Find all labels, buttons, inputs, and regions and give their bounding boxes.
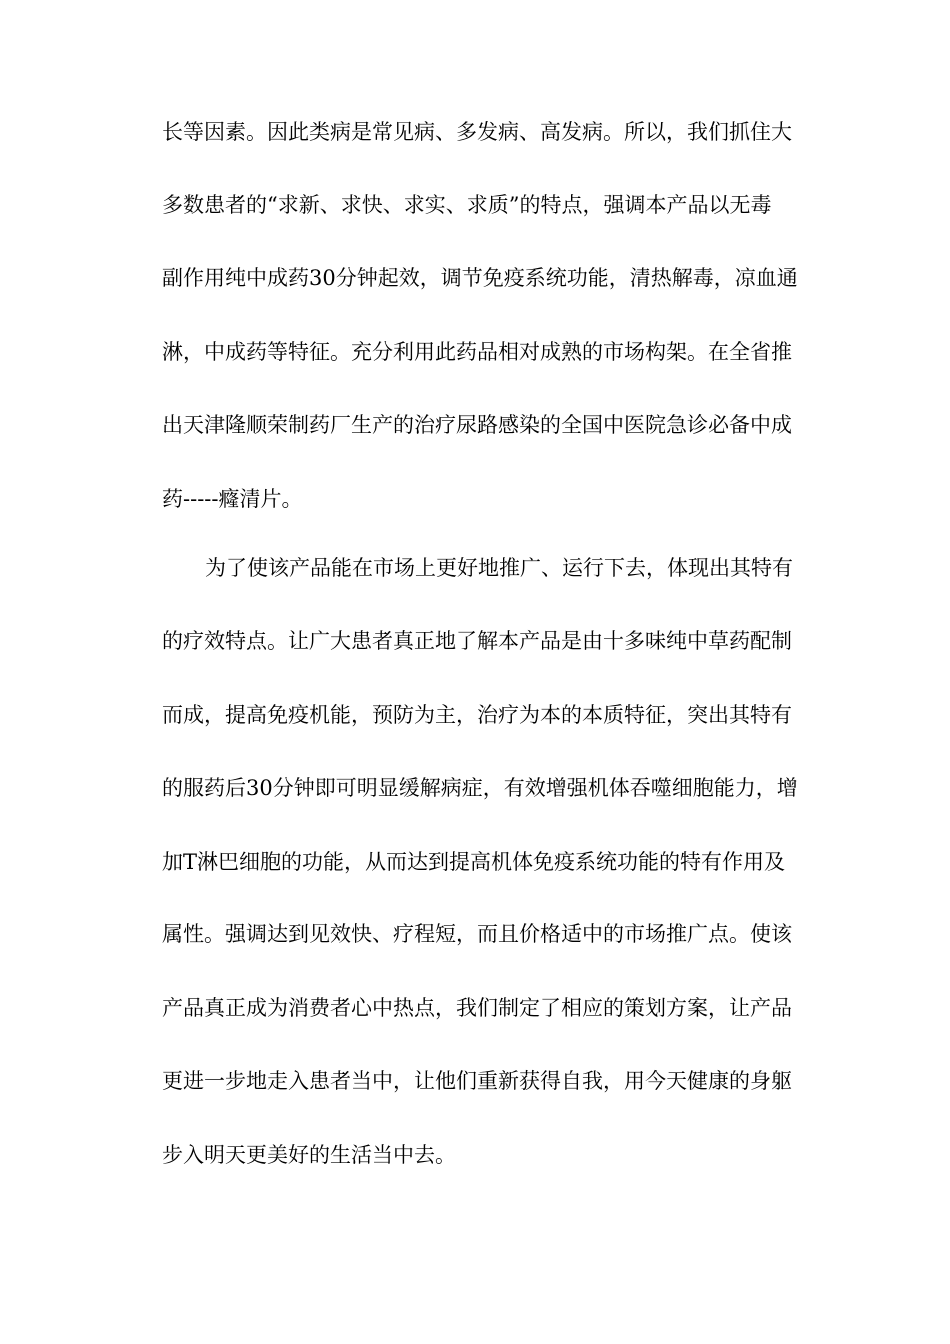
paragraph-2-line-3: 而成，提高免疫机能，预防为主，治疗为本的本质特征，突出其特有 [162, 703, 792, 727]
paragraph-2-line-8: 更进一步地走入患者当中，让他们重新获得自我，用今天健康的身躯 [162, 1069, 792, 1093]
paragraph-1-line-6: 药-----癃清片。 [162, 487, 303, 511]
paragraph-2-line-4: 的服药后30分钟即可明显缓解病症，有效增强机体吞噬细胞能力，增 [162, 776, 798, 800]
paragraph-1-line-5: 出天津隆顺荣制药厂生产的治疗尿路感染的全国中医院急诊必备中成 [162, 413, 792, 437]
paragraph-1-line-4: 淋，中成药等特征。充分利用此药品相对成熟的市场构架。在全省推 [162, 340, 792, 364]
paragraph-2-line-6: 属性。强调达到见效快、疗程短，而且价格适中的市场推广点。使该 [162, 922, 792, 946]
paragraph-1-line-1: 长等因素。因此类病是常见病、多发病、高发病。所以，我们抓住大 [162, 120, 792, 144]
paragraph-2-line-9: 步入明天更美好的生活当中去。 [162, 1143, 456, 1167]
paragraph-2-line-1: 为了使该产品能在市场上更好地推广、运行下去，体现出其特有 [205, 556, 793, 580]
paragraph-2-line-2: 的疗效特点。让广大患者真正地了解本产品是由十多味纯中草药配制 [162, 629, 792, 653]
paragraph-1-line-3: 副作用纯中成药30分钟起效，调节免疫系统功能，清热解毒，凉血通 [162, 266, 798, 290]
paragraph-2-line-5: 加T淋巴细胞的功能，从而达到提高机体免疫系统功能的特有作用及 [162, 850, 786, 874]
paragraph-2-line-7: 产品真正成为消费者心中热点，我们制定了相应的策划方案，让产品 [162, 996, 792, 1020]
paragraph-1-line-2: 多数患者的“求新、求快、求实、求质”的特点，强调本产品以无毒 [162, 193, 772, 217]
